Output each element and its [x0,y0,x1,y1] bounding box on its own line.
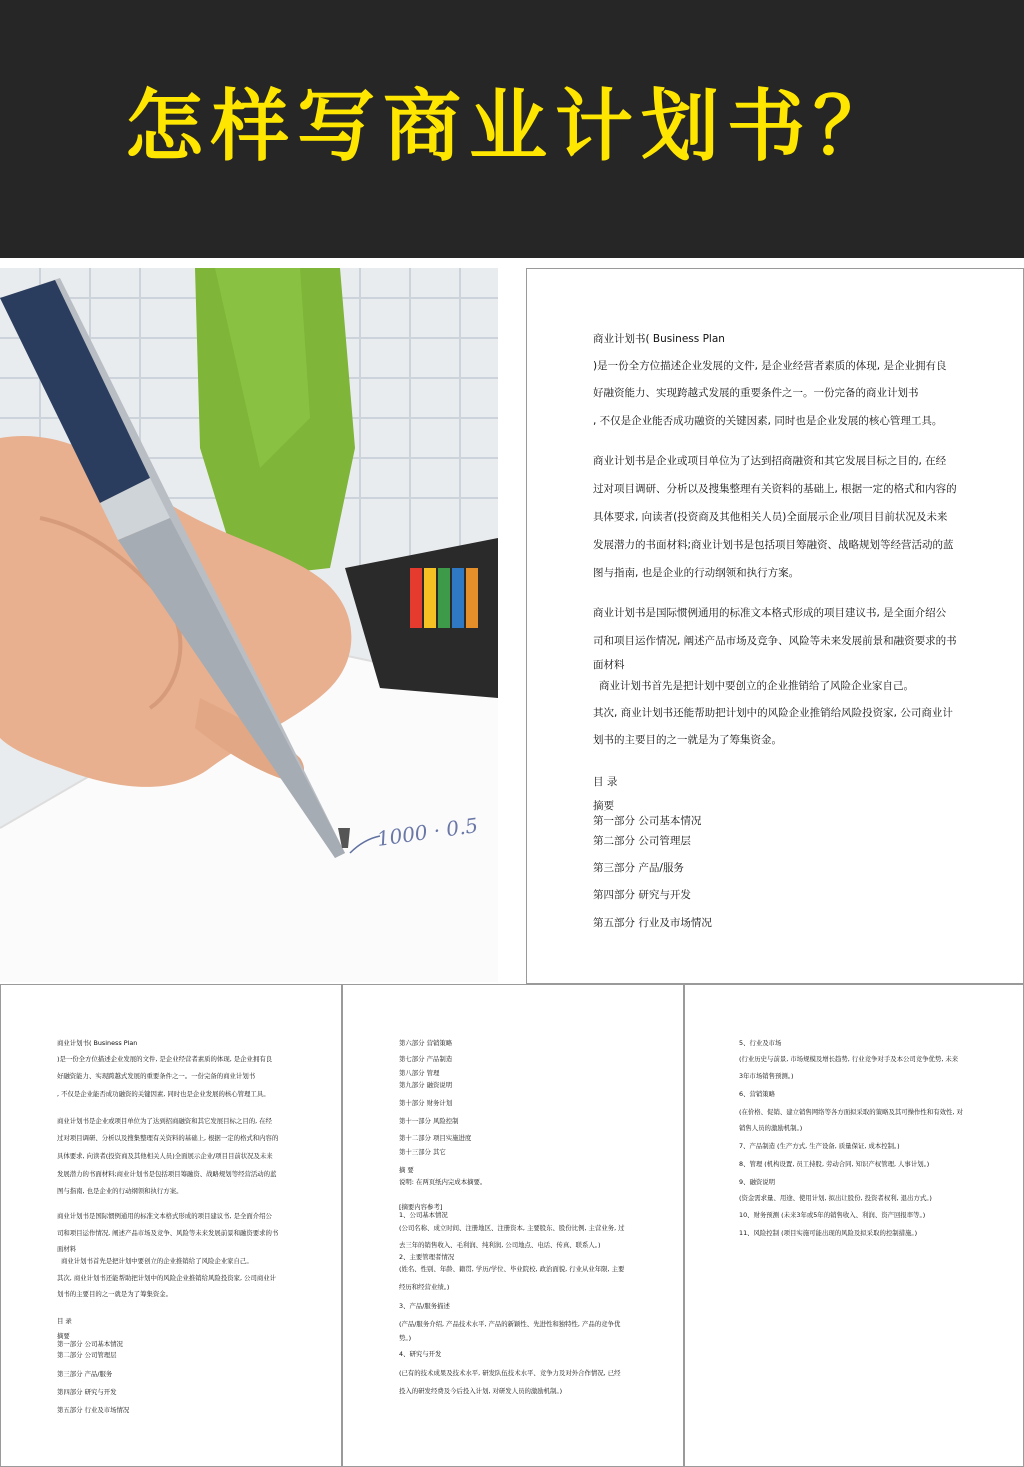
document-line: 销售人员的激励机制。) [739,1124,803,1132]
document-line: 摘要 [593,800,614,812]
document-line: 过对项目调研、分析以及搜集整理有关资料的基础上, 根据一定的格式和内容的 [593,483,957,495]
document-line: 划书的主要目的之一就是为了筹集资金。 [593,734,782,746]
document-line: 图与指南, 也是企业的行动纲领和执行方案。 [57,1187,183,1195]
document-line: , 不仅是企业能否成功融资的关键因素, 同时也是企业发展的核心管理工具。 [593,415,943,427]
document-line: 投入的研发经费及今后投入计划, 对研发人员的激励机制。) [399,1387,563,1395]
document-line: 第三部分 产品/服务 [593,862,684,874]
document-line: 司和项目运作情况, 阐述产品市场及竞争、风险等未来发展前景和融资要求的书 [57,1229,279,1237]
document-line: 其次, 商业计划书还能帮助把计划中的风险企业推销给风险投资家, 公司商业计 [593,707,953,719]
document-line: 4、研究与开发 [399,1350,442,1358]
document-line: 第九部分 融资说明 [399,1081,453,1089]
document-line: 第四部分 研究与开发 [57,1388,117,1396]
document-line: )是一份全方位描述企业发展的文件, 是企业经营者素质的体现, 是企业拥有良 [593,360,947,372]
handwriting-text: 1000 · 0.5 [375,813,480,851]
document-line: 商业计划书首先是把计划中要创立的企业推销给了风险企业家自己。 [599,680,914,692]
document-line: 第三部分 产品/服务 [57,1370,113,1378]
document-line: 商业计划书( Business Plan [593,333,725,345]
document-line: 11、风险控制 (项目实施可能出现的风险及拟采取的控制措施。) [739,1229,918,1237]
document-line: 5、行业及市场 [739,1039,782,1047]
document-line: 3、产品/服务描述 [399,1302,450,1310]
document-line: 第二部分 公司管理层 [57,1351,117,1359]
document-line: 摘要 [57,1332,70,1340]
document-line: 第四部分 研究与开发 [593,889,691,901]
document-line: 商业计划书是企业或项目单位为了达到招商融资和其它发展目标之目的, 在经 [593,455,947,467]
document-line: 商业计划书( Business Plan [57,1039,138,1047]
document-line: 目 录 [593,776,618,788]
document-line: (姓名、性别、年龄、籍贯, 学历/学位、毕业院校, 政治面貌, 行业从业年限, 主要 [399,1265,625,1273]
document-line: 其次, 商业计划书还能帮助把计划中的风险企业推销给风险投资家, 公司商业计 [57,1274,277,1282]
document-line: 具体要求, 向读者(投资商及其他相关人员)全面展示企业/项目目前状况及未来 [57,1152,273,1160]
document-page-3 [342,984,684,1467]
document-line: 面材料 [593,659,625,671]
document-line: 说明: 在两页纸内完成本摘要。 [399,1178,487,1186]
document-line: (已有的技术成果及技术水平, 研发队伍技术水平、竞争力及对外合作情况, 已经 [399,1369,621,1377]
document-line: 去三年的销售收入、毛利润、纯利润, 公司地点、电话、传真、联系人。) [399,1241,601,1249]
document-line: 10、财务预测 (未来3年或5年的销售收入、利润、资产回报率等。) [739,1211,926,1219]
document-line: 第十三部分 其它 [399,1148,446,1156]
document-line: 好融资能力、实现跨越式发展的重要条件之一。一份完备的商业计划书 [593,387,919,399]
document-line: 商业计划书是国际惯例通用的标准文本格式形成的项目建议书, 是全面介绍公 [593,607,947,619]
document-line: 发展潜力的书面材料;商业计划书是包括项目筹融资、战略规划等经营活动的蓝 [57,1170,277,1178]
document-line: 商业计划书是企业或项目单位为了达到招商融资和其它发展目标之目的, 在经 [57,1117,272,1125]
document-line: 8、管理 (机构设置, 员工持股, 劳动合同, 知识产权管理, 人事计划。) [739,1160,930,1168]
document-line: , 不仅是企业能否成功融资的关键因素, 同时也是企业发展的核心管理工具。 [57,1090,270,1098]
document-line: 过对项目调研、分析以及搜集整理有关资料的基础上, 根据一定的格式和内容的 [57,1134,279,1142]
document-line: 第十部分 财务计划 [399,1099,453,1107]
document-line: 商业计划书首先是把计划中要创立的企业推销给了风险企业家自己。 [61,1257,253,1265]
document-line: 第六部分 营销策略 [399,1039,453,1047]
hand-writing-photo [0,268,498,982]
document-line: (资金需求量、用途、使用计划, 拟出让股份, 投资者权利, 退出方式。) [739,1194,932,1202]
document-line: )是一份全方位描述企业发展的文件, 是企业经营者素质的体现, 是企业拥有良 [57,1055,273,1063]
document-line: 具体要求, 向读者(投资商及其他相关人员)全面展示企业/项目目前状况及未来 [593,511,948,523]
document-line: 第五部分 行业及市场情况 [593,917,712,929]
document-line: 第五部分 行业及市场情况 [57,1406,130,1414]
document-line: 第一部分 公司基本情况 [593,815,702,827]
document-line: 好融资能力、实现跨越式发展的重要条件之一。一份完备的商业计划书 [57,1072,256,1080]
document-line: 7、产品制造 (生产方式, 生产设备, 质量保证, 成本控制。) [739,1142,900,1150]
document-page-2 [0,984,342,1467]
document-line: 司和项目运作情况, 阐述产品市场及竞争、风险等未来发展前景和融资要求的书 [593,635,957,647]
document-line: 图与指南, 也是企业的行动纲领和执行方案。 [593,567,800,579]
document-line: (产品/服务介绍, 产品技术水平, 产品的新颖性、先进性和独特性, 产品的竞争优 [399,1320,621,1328]
document-line: 经历和经营业绩。) [399,1283,450,1291]
document-line: (在价格、促销、建立销售网络等各方面拟采取的策略及其可操作性和有效性, 对 [739,1108,963,1116]
document-line: 摘 要 [399,1166,414,1174]
document-line: (行业历史与前景, 市场规模及增长趋势, 行业竞争对手及本公司竞争优势, 未来 [739,1055,959,1063]
document-line: 目 录 [57,1317,72,1325]
document-line: 势。) [399,1334,412,1342]
document-line: 发展潜力的书面材料;商业计划书是包括项目筹融资、战略规划等经营活动的蓝 [593,539,954,551]
document-line: [摘要内容参考] [399,1203,443,1211]
page-title: 怎样写商业计划书？ [124,82,899,172]
photo-illustration [0,268,498,982]
document-line: 第十一部分 风险控制 [399,1117,459,1125]
document-line: 第一部分 公司基本情况 [57,1340,123,1348]
document-line: 划书的主要目的之一就是为了筹集资金。 [57,1290,173,1298]
document-line: 第十二部分 项目实施进度 [399,1134,472,1142]
document-line: 6、营销策略 [739,1090,776,1098]
document-line: 1、公司基本情况 [399,1211,448,1219]
document-line: 面材料 [57,1245,77,1253]
document-line: 第七部分 产品制造 [399,1055,453,1063]
document-line: 商业计划书是国际惯例通用的标准文本格式形成的项目建议书, 是全面介绍公 [57,1212,272,1220]
document-line: 9、融资说明 [739,1178,776,1186]
title-banner [0,0,1024,258]
document-page-1 [526,268,1024,984]
document-line: 第二部分 公司管理层 [593,835,691,847]
document-line: (公司名称、成立时间、注册地区、注册资本, 主要股东、股份比例, 主营业务, 过 [399,1224,625,1232]
document-line: 第八部分 管理 [399,1069,440,1077]
document-page-4 [684,984,1024,1467]
document-line: 3年市场销售预测。) [739,1072,794,1080]
document-line: 2、主要管理者情况 [399,1253,455,1261]
